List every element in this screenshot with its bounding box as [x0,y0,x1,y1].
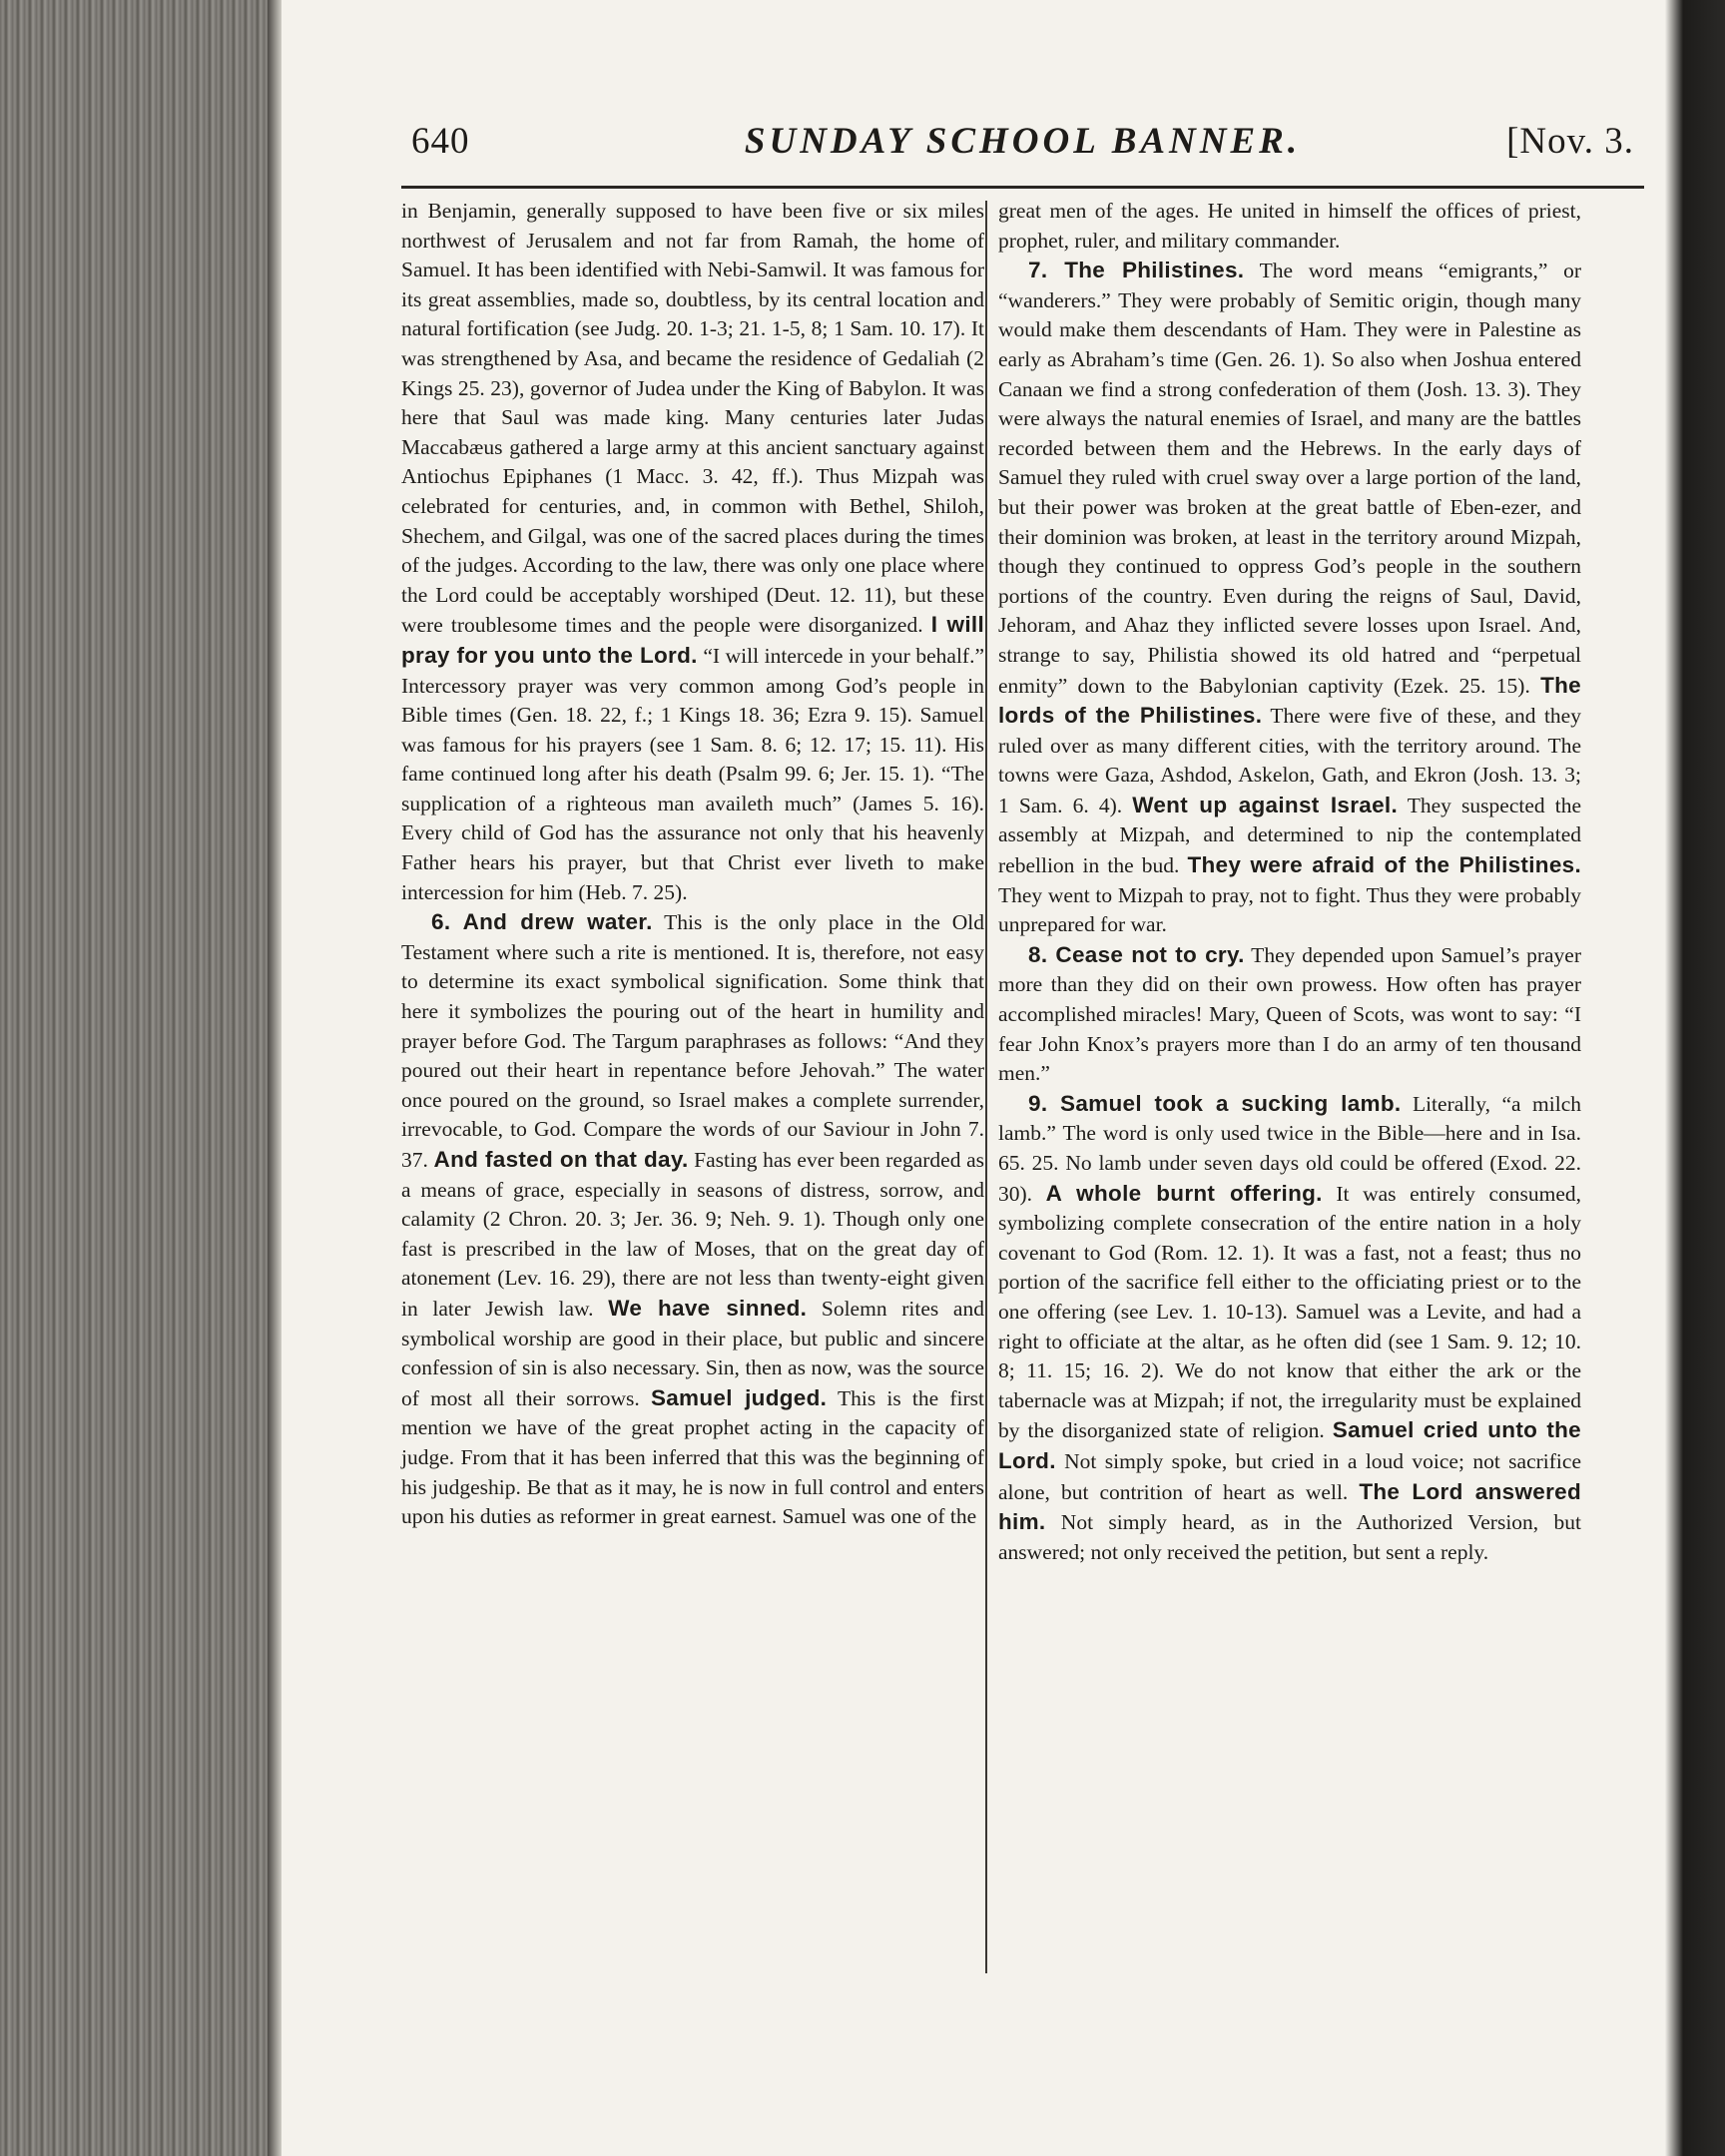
right-column-paragraph [998,197,1581,256]
page-number: 640 [411,121,470,162]
issue-date: [Nov. 3. [1506,121,1634,162]
bold-heading: 9. Samuel took a sucking lamb. [1028,1090,1402,1116]
body-text: This is the only place in the Old Testament where such a rite is mentioned. It is, therefore, not easy to determine its exact symbolical signification. Some think that here it symbolizes the pouring out of the heart in humility and prayer before God. The Targum paraphrases as follows: “And they poured out their heart in repentance before Jehovah.” The water once poured on the ground, so Israel makes a complete surrender, irrevocable, to God. Compare the words of our Saviour in John 7. 37. [401,910,984,1172]
bold-heading: The lords of the Philistines. [998,672,1581,729]
left-column-paragraph [401,197,984,907]
header-rule [401,186,1644,189]
column-divider [985,201,987,1973]
body-text: They depended upon Samuel’s prayer more than they did on their own prowess. How often has prayer accomplished miracles! Mary, Queen of Scots, was wont to say: “I fear John Knox’s prayers more than I do an army of ten thousand men.” [998,942,1581,1086]
body-text: “I will intercede in your behalf.” Intercessory prayer was very common among God’s people in Bible times (Gen. 18. 22, f.; 1 Kings 18. 36; Ezra 9. 15). Samuel was famous for his prayers (see 1 Sam. 8. 6; 12. 17; 15. 11). His fame continued long after his death (Psalm 99. 6; Jer. 15. 1). “The supplication of a righteous man availeth much” (James 5. 16). Every child of God has the assurance not only that his heavenly Father hears his prayer, but that Christ ever liveth to make intercession for him (Heb. 7. 25). [401,643,985,904]
body-text: They went to Mizpah to pray, not to fight. Thus they were probably unprepared for war. [998,882,1581,937]
scanner-background-edge [1665,0,1725,2156]
bold-heading: Samuel judged. [650,1384,828,1410]
book-binding-edge [0,0,268,2156]
book-page [282,0,1665,2156]
body-text: There were five of these, and they ruled over as many different cities, with the territory around. The towns were Gaza, Ashdod, Askelon, Gath, and Ekron (Josh. 13. 3; 1 Sam. 6. 4). [998,704,1581,817]
bold-heading: I will pray for you unto the Lord. [401,612,984,668]
left-column [401,197,984,1532]
body-text: The word means “emigrants,” or “wanderers.” They were probably of Semitic origin, though many would make them descendants of Ham. They were in Palestine as early as Abraham’s time (Gen. 26. 1). So also when Joshua entered Canaan we find a strong confederation of them (Josh. 13. 3). They were always the natural enemies of Israel, and many are the battles recorded between them and the Hebrews. In the early days of Samuel they ruled with cruel sway over a large portion of the land, but their power was broken at the great battle of Eben-ezer, and their dominion was broken, at least in the territory around Mizpah, though they continued to oppress God’s people in the southern portions of the country. Even during the reigns of Saul, David, Jehoram, and Ahaz they inflicted severe losses upon Israel. And, strange to say, Philistia showed its old hatred and “perpetual enmity” down to the Babylonian captivity (Ezek. 25. 15). [998,259,1581,698]
body-text: Solemn rites and symbolical worship are good in their place, but public and sincere confession of sin is also necessary. Sin, then as now, was the source of most all their sorrows. [401,1296,984,1410]
right-column-paragraph [998,940,1581,1089]
bold-heading: 6. And drew water. [431,909,653,935]
bold-heading: We have sinned. [608,1295,808,1321]
page-header [411,120,1634,178]
right-column [998,197,1581,1567]
bold-heading: A whole burnt offering. [1045,1180,1323,1206]
body-text: Literally, “a milch lamb.” The word is only used twice in the Bible—here and in Isa. 65. 25. No lamb under seven days old could be offered (Exod. 22. 30). [998,1091,1581,1206]
body-text: This is the first mention we have of the great prophet acting in the capacity of judge. From that it has been inferred that this was the beginning of his judgeship. Be that as it may, he is now in full control and enters upon his duties as reformer in great earnest. Samuel was one of the [401,1385,984,1529]
bold-heading: And fasted on that day. [433,1147,689,1172]
body-text: They suspected the assembly at Mizpah, and determined to nip the contemplated rebellion in the bud. [998,793,1582,878]
bold-heading: Went up against Israel. [1132,792,1399,817]
body-text: Not simply heard, as in the Authorized Version, but answered; not only received the petition, but sent a reply. [998,1510,1581,1564]
right-column-paragraph [998,256,1581,940]
bold-heading: The Lord answered him. [998,1478,1582,1535]
body-text: It was entirely consumed, symbolizing complete consecration of the entire nation in a holy covenant to God (Rom. 12. 1). It was a fast, not a feast; thus no portion of the sacrifice fell either to the officiating priest or to the one offering (see Lev. 1. 10-13). Samuel was a Levite, and had a right to officiate at the altar, as he often did (see 1 Sam. 9. 12; 10. 8; 11. 15; 16. 2). We do not know that either the ark or the tabernacle was at Mizpah; if not, the irregularity must be explained by the disorganized state of religion. [998,1181,1581,1443]
bold-heading: Samuel cried unto the Lord. [998,1417,1581,1473]
bold-heading: 7. The Philistines. [1028,258,1245,283]
body-text: Not simply spoke, but cried in a loud voice; not sacrifice alone, but contrition of heart as well. [998,1448,1581,1504]
bold-heading: 8. Cease not to cry. [1028,941,1245,967]
bold-heading: They were afraid of the Philistines. [1187,852,1581,878]
body-text: Fasting has ever been regarded as a means of grace, especially in seasons of distress, sorrow, and calamity (2 Chron. 20. 3; Jer. 36. 9; Neh. 9. 1). Though only one fast is prescribed in the law of Moses, that on the great day of atonement (Lev. 16. 29), there are not less than twenty-eight given in later Jewish law. [401,1148,985,1321]
body-text: great men of the ages. He united in himself the offices of priest, prophet, ruler, and military commander. [998,199,1581,253]
body-text: in Benjamin, generally supposed to have been five or six miles northwest of Jerusalem and not far from Ramah, the home of Samuel. It has been identified with Nebi-Samwil. It was famous for its great assemblies, made so, doubtless, by its central location and natural fortification (see Judg. 20. 1-3; 21. 1-5, 8; 1 Sam. 10. 17). It was strengthened by Asa, and became the residence of Gedaliah (2 Kings 25. 23), governor of Judea under the King of Babylon. It was here that Saul was made king. Many centuries later Judas Maccabæus gathered a large army at this ancient sanctuary against Antiochus Epiphanes (1 Macc. 3. 42, ff.). Thus Mizpah was celebrated for centuries, and, in common with Bethel, Shiloh, Shechem, and Gilgal, was one of the sacred places during the times of the judges. According to the law, there was only one place where the Lord could be acceptably worshiped (Deut. 12. 11), but these were troublesome times and the people were disorganized. [401,199,984,638]
left-column-paragraph [401,907,984,1531]
running-title: SUNDAY SCHOOL BANNER. [744,121,1302,162]
right-column-paragraph [998,1089,1581,1568]
